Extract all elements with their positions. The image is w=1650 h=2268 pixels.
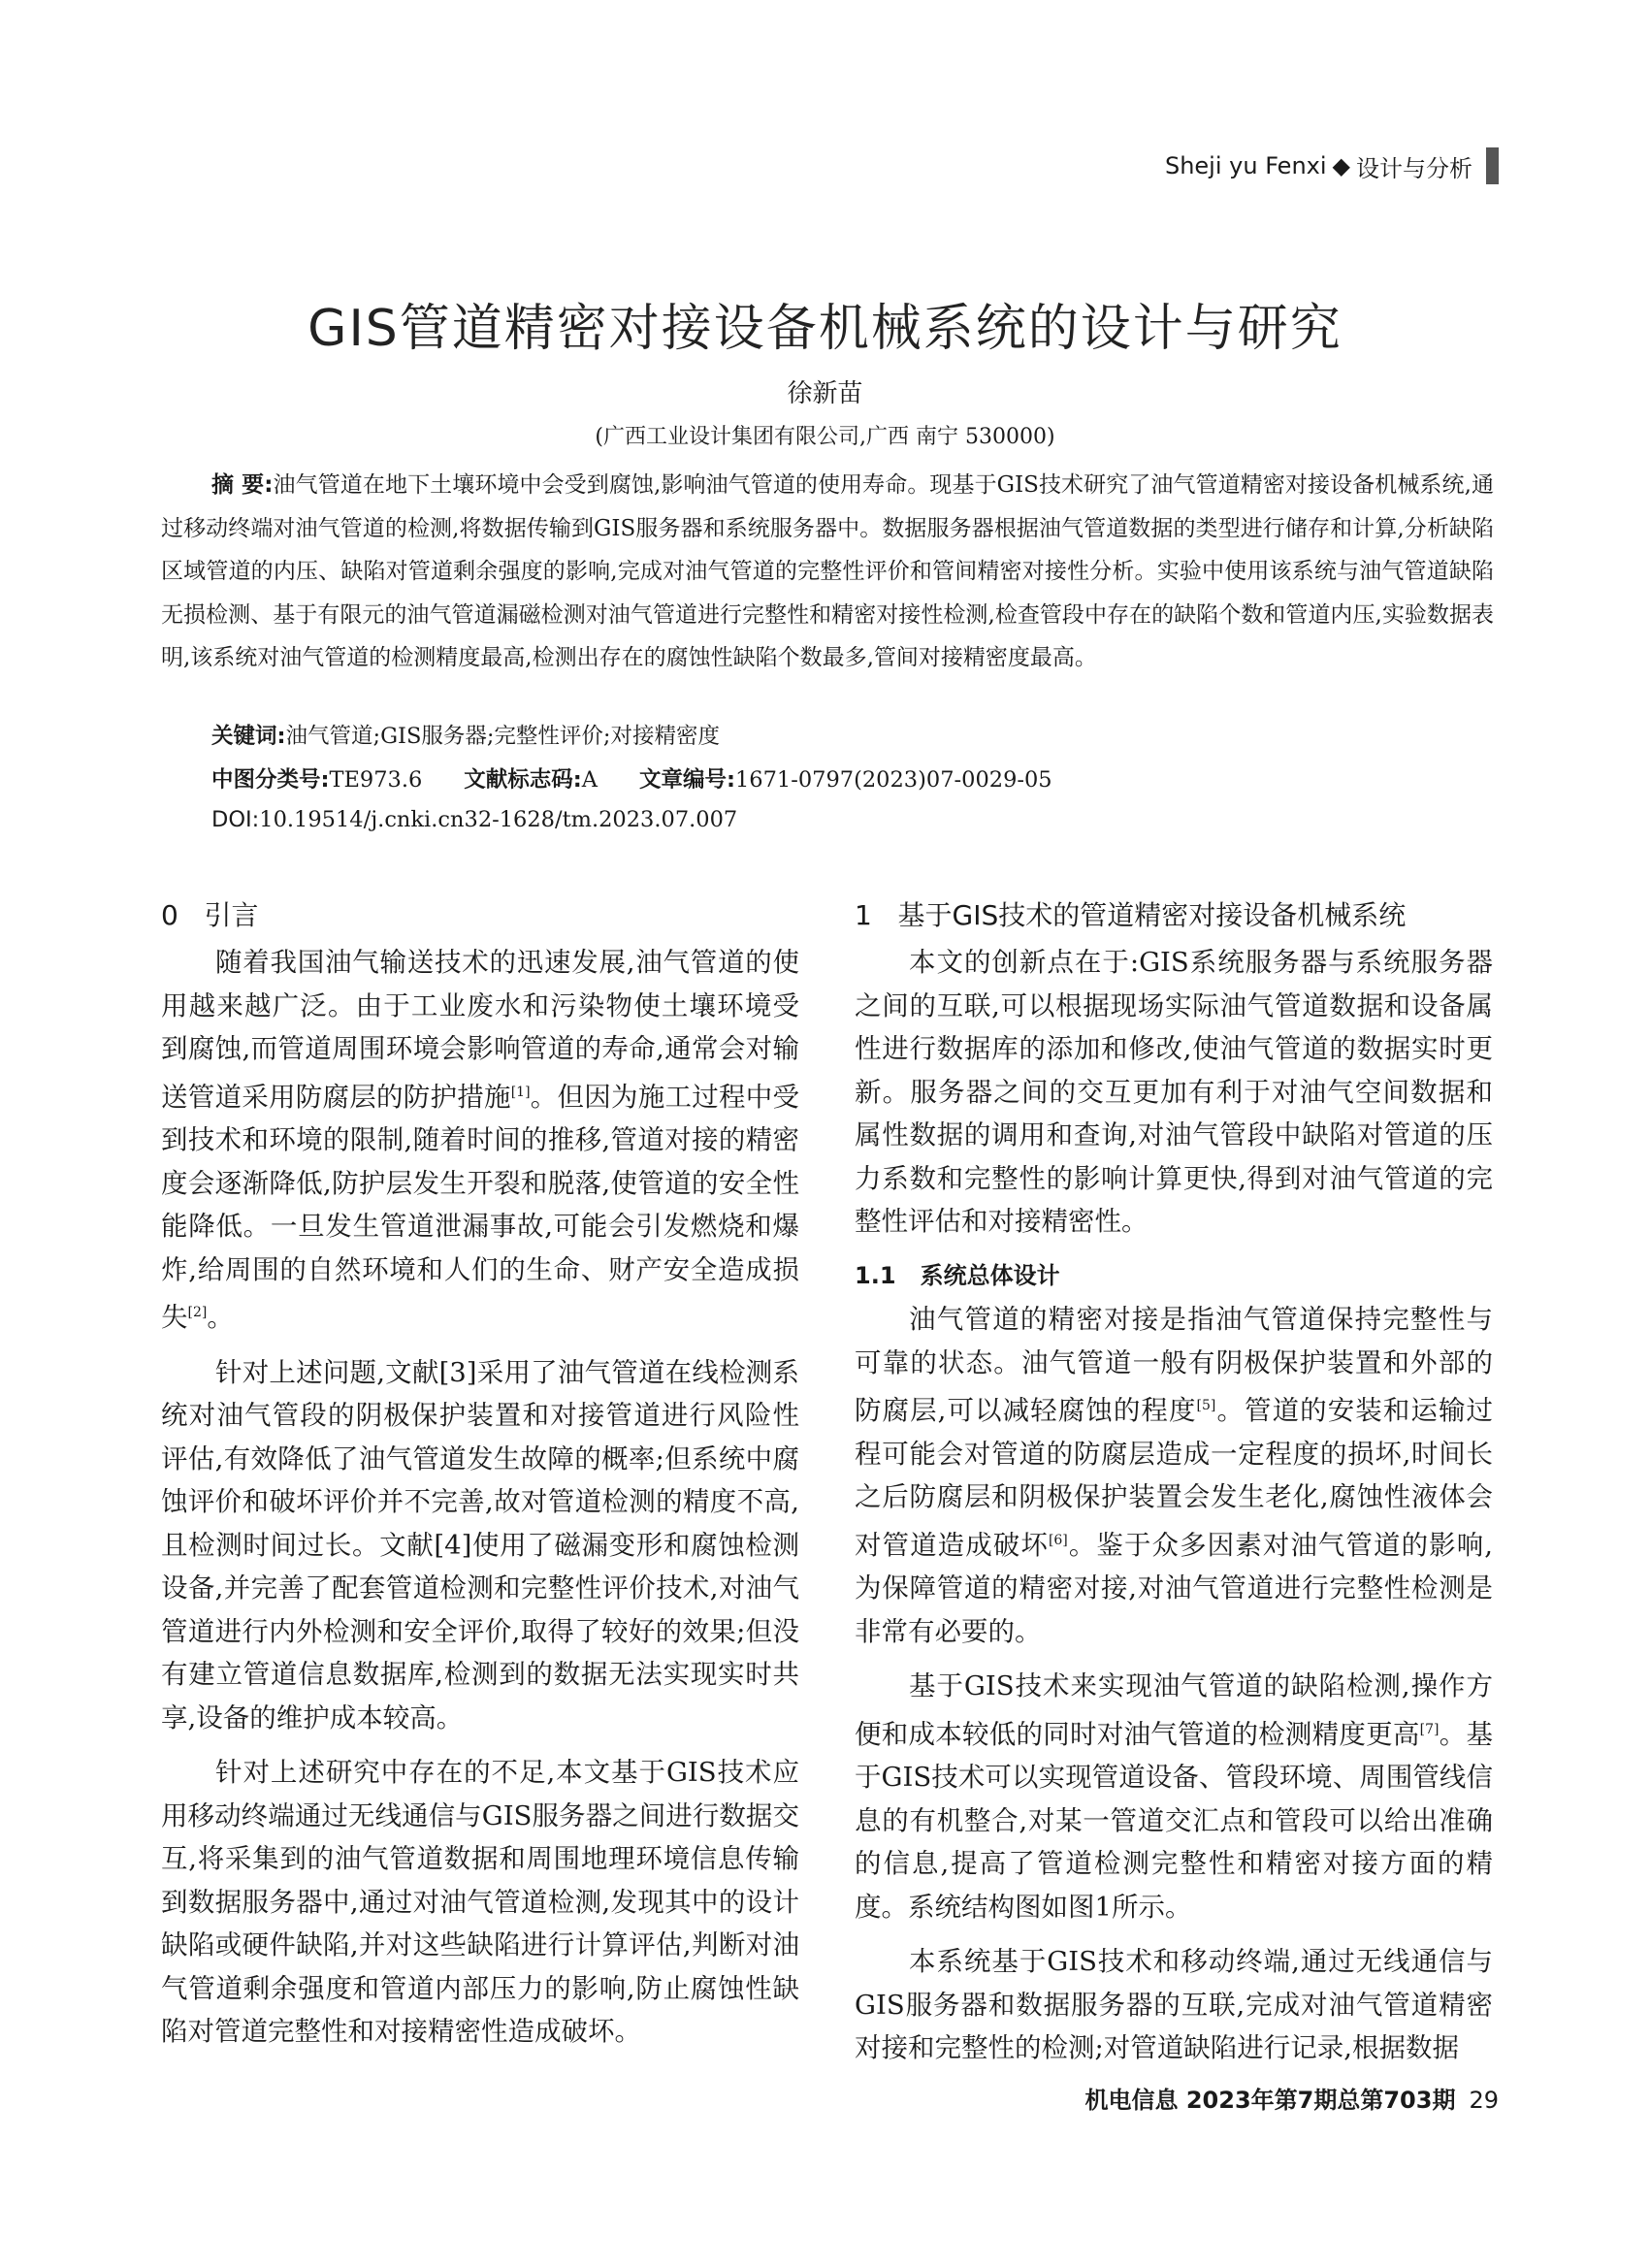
section-title: 系统总体设计 [920,1262,1060,1289]
classification-line [211,762,1052,794]
paragraph-text: 。但因为施工过程中受到技术和环境的限制,随着时间的推移,管道对接的精密度会逐渐降低,防护层发生开裂和脱落,使管道的安全性能降低。一旦发生管道泄漏事故,可能会引发燃烧和爆炸,给周围的自然环境和人们的生命、财产安全造成损失 [161,1081,800,1334]
paragraph-text: 。基于GIS技术可以实现管道设备、管段环境、周围管线信息的有机整合,对某一管道交汇点和管段可以给出准确的信息,提高了管道检测完整性和精密对接方面的精度。系统结构图如图1所示。 [855,1718,1494,1923]
paragraph-text: 。管道的安装和运输过程可能会对管道的防腐层造成一定程度的损坏,时间长之后防腐层和阴极保护装置会发生老化,腐蚀性液体会对管道造成破坏 [855,1395,1494,1561]
paragraph-text: 随着我国油气输送技术的迅速发展,油气管道的使用越来越广泛。由于工业废水和污染物使土壤环境受到腐蚀,而管道周围环境会影响管道的寿命,通常会对输送管道采用防腐层的防护措施 [161,947,799,1113]
abstract-text: 油气管道在地下土壤环境中会受到腐蚀,影响油气管道的使用寿命。现基于GIS技术研究了油气管道精密对接设备机械系统,通过移动终端对油气管道的检测,将数据传输到GIS服务器和系统服务器中。数据服务器根据油气管道数据的类型进行储存和计算,分析缺陷区域管道的内压、缺陷对管道剩余强度的影响,完成对油气管道的完整性评价和管间精密对接性分析。实验中使用该系统与油气管道缺陷无损检测、基于有限元的油气管道漏磁检测对油气管道进行完整性和精密对接性检测,检查管段中存在的缺陷个数和管道内压,实验数据表明,该系统对油气管道的检测精度最高,检测出存在的腐蚀性缺陷个数最多,管间对接精密度最高。 [161,472,1494,670]
paragraph: 针对上述问题,文献[3]采用了油气管道在线检测系统对油气管段的阴极保护装置和对接管道进行风险性评估,有效降低了油气管道发生故障的概率;但系统中腐蚀评价和破坏评价并不完善,故对管道检测的精度不高,且检测时间过长。文献[4]使用了磁漏变形和腐蚀检测设备,并完善了配套管道检测和完整性评价技术,对油气管道进行内外检测和安全评价,取得了较好的效果;但没有建立管道信息数据库,检测到的数据无法实现实时共享,设备的维护成本较高。 [161,1356,799,1733]
right-column-body [855,1298,1493,2070]
column-name: 设计与分析 [1356,154,1472,182]
journal-pinyin: Sheji yu Fenxi [1164,152,1327,179]
citation: [1] [510,1084,531,1100]
paragraph: 针对上述研究中存在的不足,本文基于GIS技术应用移动终端通过无线通信与GIS服务器之间进行数据交互,将采集到的油气管道数据和周围地理环境信息传输到数据服务器中,通过对油气管道检测,发现其中的设计缺陷或硬件缺陷,并对这些缺陷进行计算评估,判断对油气管道剩余强度和管道内部压力的影响,防止腐蚀性缺陷对管道完整性和对接精密性造成破坏。 [161,1757,799,2048]
doi-label: DOI: [211,807,260,832]
section-number: 1.1 [855,1262,896,1289]
paragraph [161,941,799,1340]
section-title: 引言 [204,899,259,931]
footer-journal: 机电信息 2023年第7期总第703期 [1084,2087,1456,2114]
paragraph-text: 。 [207,1302,234,1334]
doi [211,807,737,832]
page-number: 29 [1469,2087,1499,2114]
header-bar-icon [1486,147,1499,184]
section-heading-0 [161,894,259,933]
doc-code-value: A [581,767,599,793]
doc-code-label: 文献标志码: [464,767,582,793]
keywords-label: 关键词: [211,724,286,749]
section-heading-1 [855,894,1406,933]
article-number-label: 文章编号: [638,767,735,793]
clc-label: 中图分类号: [211,767,330,793]
page-footer [1085,2081,1500,2115]
keywords [211,719,720,750]
left-column [161,941,799,2054]
citation: [5] [1196,1398,1216,1413]
citation: [2] [187,1305,208,1321]
subsection-heading-1-1 [855,1256,1060,1290]
paragraph-text: 。鉴于众多因素对油气管道的影响,为保障管道的精密对接,对油气管道进行完整性检测是非常有必要的。 [855,1529,1493,1647]
paragraph-text: 油气管道的精密对接是指油气管道保持完整性与可靠的状态。油气管道一般有阴极保护装置和外部的防腐层,可以减轻腐蚀的程度 [855,1304,1493,1427]
article-title: GIS管道精密对接设备机械系统的设计与研究 [307,300,1343,358]
paragraph-text: 基于GIS技术来实现油气管道的缺陷检测,操作方便和成本较低的同时对油气管道的检测精度更高 [855,1670,1493,1750]
citation: [6] [1048,1532,1068,1548]
section-number: 1 [855,899,872,931]
article-number-value: 1671-0797(2023)07-0029-05 [734,767,1052,793]
author: 徐新苗 [787,379,863,408]
affiliation: (广西工业设计集团有限公司,广西 南宁 530000) [595,425,1055,449]
paragraph [855,1665,1493,1928]
section-number: 0 [161,899,178,931]
keywords-text: 油气管道;GIS服务器;完整性评价;对接精密度 [285,724,721,749]
paragraph: 本文的创新点在于:GIS系统服务器与系统服务器之间的互联,可以根据现场实际油气管道数据和设备属性进行数据库的添加和修改,使油气管道的数据实时更新。服务器之间的交互更加有利于对油气空间数据和属性数据的调用和查询,对油气管段中缺陷对管道的压力系数和完整性的影响计算更快,得到对油气管道的完整性评估和对接精密性。 [855,947,1493,1237]
running-header [1165,147,1499,184]
clc-value: TE973.6 [329,767,423,793]
paragraph [855,1298,1493,1653]
abstract-label: 摘 要: [211,472,274,498]
doi-value: 10.19514/j.cnki.cn32-1628/tm.2023.07.007 [259,807,738,832]
diamond-separator: ◆ [1332,152,1350,179]
right-column-intro [855,941,1493,1244]
paragraph: 本系统基于GIS技术和移动终端,通过无线通信与GIS服务器和数据服务器的互联,完成对油气管道精密对接和完整性的检测;对管道缺陷进行记录,根据数据 [855,1946,1493,2064]
citation: [7] [1419,1721,1440,1737]
section-title: 基于GIS技术的管道精密对接设备机械系统 [897,899,1407,931]
abstract [161,464,1494,680]
